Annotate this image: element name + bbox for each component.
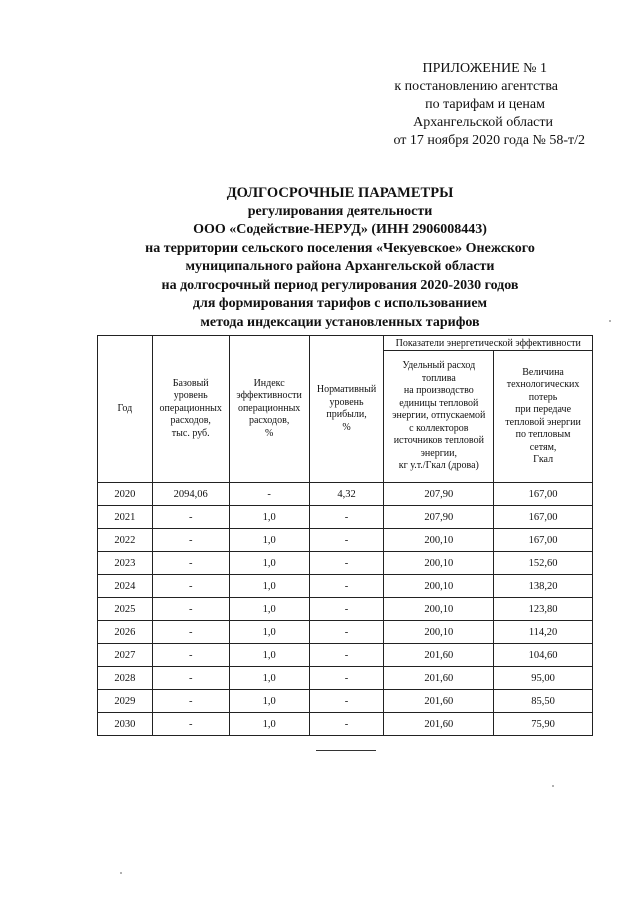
- header-text: Индекс: [253, 377, 285, 389]
- end-separator-line: [316, 750, 376, 751]
- header-text: при передаче: [515, 404, 572, 415]
- cell-profit: -: [309, 644, 384, 667]
- scan-speck: [120, 872, 122, 874]
- appendix-header: [300, 60, 585, 150]
- cell-profit: 4,32: [309, 483, 384, 506]
- cell-base: -: [152, 667, 229, 690]
- cell-year: 2025: [98, 598, 153, 621]
- cell-profit: -: [309, 667, 384, 690]
- header-text: Величина: [522, 366, 564, 378]
- header-energy-efficiency-group: Показатели энергетической эффективности: [384, 336, 593, 351]
- cell-year: 2026: [98, 621, 153, 644]
- cell-base: -: [152, 506, 229, 529]
- cell-profit: -: [309, 690, 384, 713]
- cell-base: -: [152, 529, 229, 552]
- title-line: на долгосрочный период регулирования 2020-2030 годов: [161, 277, 519, 293]
- cell-loss: 104,60: [494, 644, 593, 667]
- header-profit-level: [309, 336, 384, 483]
- cell-year: 2021: [98, 506, 153, 529]
- appendix-line: Архангельской области: [413, 115, 553, 130]
- cell-base: -: [152, 598, 229, 621]
- cell-base: -: [152, 552, 229, 575]
- cell-fuel: 200,10: [384, 621, 494, 644]
- header-text: энергии,: [420, 447, 457, 459]
- table-row: [98, 529, 593, 552]
- cell-fuel: 207,90: [384, 483, 494, 506]
- cell-loss: 167,00: [494, 483, 593, 506]
- cell-year: 2030: [98, 713, 153, 736]
- header-heat-losses: [494, 351, 593, 483]
- cell-fuel: 201,60: [384, 644, 494, 667]
- table-row: [98, 621, 593, 644]
- cell-year: 2022: [98, 529, 153, 552]
- cell-index: 1,0: [229, 506, 309, 529]
- title-line: для формирования тарифов с использованием: [192, 296, 488, 311]
- cell-index: 1,0: [229, 575, 309, 598]
- header-text: Нормативный: [316, 384, 377, 395]
- cell-fuel: 200,10: [384, 552, 494, 575]
- cell-base: -: [152, 713, 229, 736]
- header-text: расходов,: [248, 415, 290, 427]
- header-text: топлива: [421, 372, 456, 384]
- table-row: [98, 575, 593, 598]
- table-row: [98, 598, 593, 621]
- cell-loss: 75,90: [494, 713, 593, 736]
- cell-year: 2029: [98, 690, 153, 713]
- cell-base: -: [152, 621, 229, 644]
- cell-loss: 152,60: [494, 552, 593, 575]
- scan-speck: [609, 320, 611, 322]
- cell-year: 2028: [98, 667, 153, 690]
- header-text: %: [264, 427, 274, 439]
- table-row: [98, 667, 593, 690]
- table-body: [98, 483, 593, 736]
- title-line: на территории сельского поселения «Чекуевское» Онежского: [145, 240, 535, 256]
- cell-index: -: [229, 483, 309, 506]
- cell-fuel: 207,90: [384, 506, 494, 529]
- cell-index: 1,0: [229, 598, 309, 621]
- cell-base: -: [152, 690, 229, 713]
- cell-fuel: 201,60: [384, 690, 494, 713]
- header-fuel-consumption: [384, 351, 494, 483]
- cell-index: 1,0: [229, 621, 309, 644]
- cell-fuel: 201,60: [384, 667, 494, 690]
- header-text: сетям,: [529, 441, 557, 453]
- cell-profit: -: [309, 713, 384, 736]
- table-row: [98, 552, 593, 575]
- cell-index: 1,0: [229, 529, 309, 552]
- cell-index: 1,0: [229, 552, 309, 575]
- header-text: с коллекторов: [409, 422, 469, 434]
- header-efficiency-index: [229, 336, 309, 483]
- cell-fuel: 200,10: [384, 575, 494, 598]
- cell-year: 2024: [98, 575, 153, 598]
- cell-index: 1,0: [229, 644, 309, 667]
- header-text: уровень: [173, 390, 208, 402]
- appendix-line: к постановлению агентства: [394, 79, 558, 94]
- cell-loss: 85,50: [494, 690, 593, 713]
- cell-loss: 138,20: [494, 575, 593, 598]
- cell-profit: -: [309, 598, 384, 621]
- cell-year: 2027: [98, 644, 153, 667]
- cell-index: 1,0: [229, 667, 309, 690]
- cell-base: 2094,06: [152, 483, 229, 506]
- appendix-date: от 17 ноября 2020 года № 58-т/2: [393, 133, 585, 148]
- table-row: [98, 644, 593, 667]
- cell-year: 2023: [98, 552, 153, 575]
- cell-fuel: 200,10: [384, 598, 494, 621]
- header-text: на производство: [403, 385, 474, 397]
- cell-profit: -: [309, 552, 384, 575]
- header-base-opex: [152, 336, 229, 483]
- cell-year: 2020: [98, 483, 153, 506]
- header-text: тыс. руб.: [171, 427, 210, 439]
- cell-loss: 167,00: [494, 529, 593, 552]
- header-text: %: [342, 421, 351, 433]
- cell-loss: 95,00: [494, 667, 593, 690]
- header-text: прибыли,: [326, 409, 367, 420]
- cell-base: -: [152, 575, 229, 598]
- cell-base: -: [152, 644, 229, 667]
- title-line: метода индексации установленных тарифов: [200, 314, 480, 330]
- title-line: ООО «Содействие-НЕРУД» (ИНН 2906008443): [193, 222, 487, 237]
- cell-fuel: 200,10: [384, 529, 494, 552]
- header-text: уровень: [329, 396, 364, 408]
- header-text: технологических: [506, 379, 580, 390]
- header-text: Удельный расход: [402, 360, 476, 372]
- parameters-table: [97, 335, 593, 736]
- appendix-line: по тарифам и ценам: [425, 97, 545, 112]
- cell-fuel: 201,60: [384, 713, 494, 736]
- header-text: энергии, отпускаемой: [392, 410, 486, 422]
- header-text: операционных: [237, 402, 301, 414]
- cell-loss: 123,80: [494, 598, 593, 621]
- header-text: Гкал: [533, 454, 554, 465]
- title-line: регулирования деятельности: [247, 203, 433, 219]
- header-text: Базовый: [172, 377, 209, 389]
- cell-index: 1,0: [229, 713, 309, 736]
- header-text: тепловой энергии: [505, 416, 581, 428]
- header-text: потерь: [528, 391, 558, 403]
- cell-profit: -: [309, 621, 384, 644]
- header-year: Год: [98, 336, 153, 483]
- scan-speck: [552, 785, 554, 787]
- table-row: [98, 690, 593, 713]
- table-row: [98, 713, 593, 736]
- header-text: кг у.т./Гкал (дрова): [398, 460, 479, 472]
- header-text: единицы тепловой: [399, 397, 479, 409]
- header-text: расходов,: [170, 415, 211, 427]
- cell-loss: 167,00: [494, 506, 593, 529]
- header-text: по тепловым: [515, 429, 571, 440]
- table-row: [98, 506, 593, 529]
- appendix-number: ПРИЛОЖЕНИЕ № 1: [422, 61, 547, 76]
- cell-loss: 114,20: [494, 621, 593, 644]
- header-text: операционных: [159, 402, 222, 414]
- table-row: [98, 483, 593, 506]
- header-text: эффективности: [236, 390, 302, 402]
- cell-profit: -: [309, 575, 384, 598]
- title-line: муниципального района Архангельской области: [185, 259, 495, 274]
- cell-profit: -: [309, 506, 384, 529]
- document-title: [90, 184, 590, 332]
- title-line: ДОЛГОСРОЧНЫЕ ПАРАМЕТРЫ: [226, 185, 454, 201]
- header-text: источников тепловой: [393, 435, 484, 447]
- cell-index: 1,0: [229, 690, 309, 713]
- cell-profit: -: [309, 529, 384, 552]
